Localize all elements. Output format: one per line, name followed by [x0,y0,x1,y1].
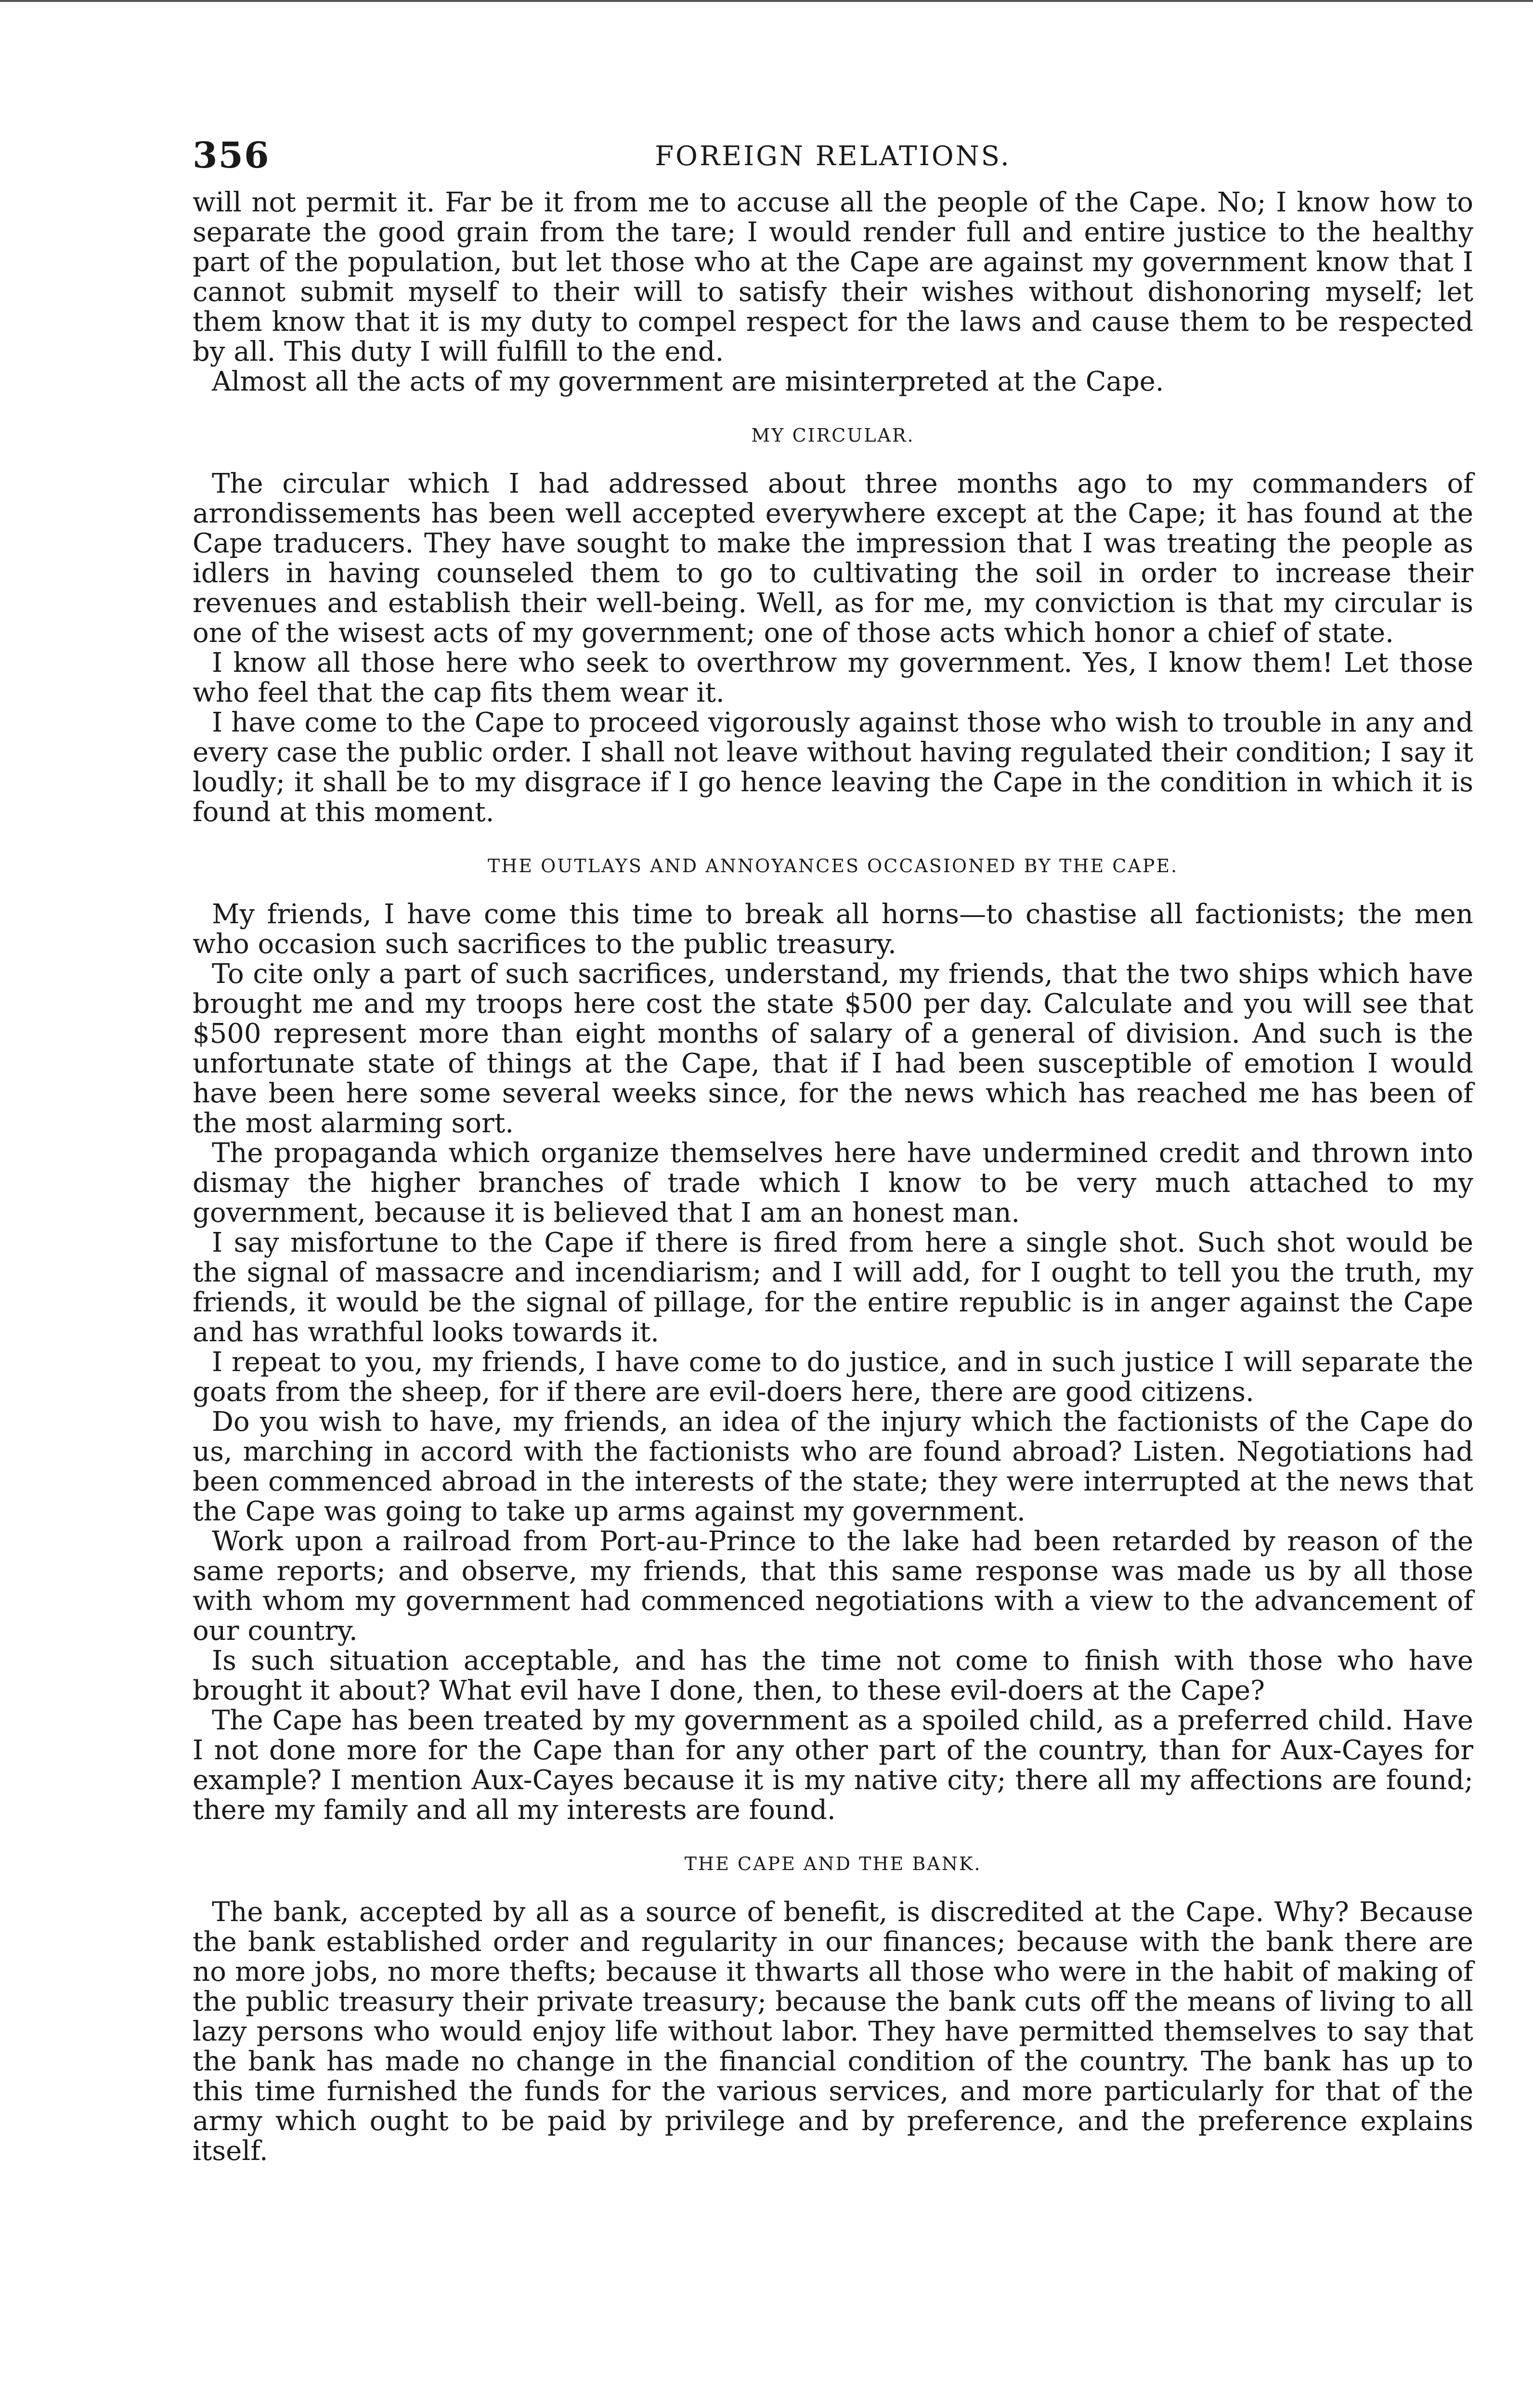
paragraph: I repeat to you, my friends, I have come to do justice, and in such justice I will separate the goats from the sheep, for if there are evil-doers here, there are good citizens. [193,1347,1473,1408]
section-my-circular [193,425,1473,827]
paragraph: The bank, accepted by all as a source of benefit, is discredited at the Cape. Why? Because the bank established order and regularity in our finances; because with the bank there are no more jobs, no more thefts; because it thwarts all those who were in the habit of making of the public treasury their private treasury; because the bank cuts off the means of living to all lazy persons who would enjoy life without labor. They have permitted themselves to say that the bank has made no change in the financial condition of the country. The bank has up to this time furnished the funds for the various services, and more particularly for that of the army which ought to be paid by privilege and by preference, and the preference explains itself. [193,1897,1473,2167]
section-cape-and-bank [193,1853,1473,2166]
intro-block [193,188,1473,397]
paragraph: Is such situation acceptable, and has the time not come to finish with those who have brought it about? What evil have I done, then, to these evil-doers at the Cape? [193,1645,1473,1706]
section-heading: THE OUTLAYS AND ANNOYANCES OCCASIONED BY THE CAPE. [487,855,1179,877]
paragraph: My friends, I have come this time to break all horns—to chastise all factionists; the men who occasion such sacrifices to the public treasury. [193,899,1473,960]
paragraph: Do you wish to have, my friends, an idea of the injury which the factionists of the Cape do us, marching in accord with the factionists who are found abroad? Listen. Negotiations had been commenced abroad in the interests of the state; they were interrupted at the news that the Cape was going to take up arms against my government. [193,1406,1473,1527]
paragraph: I know all those here who seek to overthrow my government. Yes, I know them! Let those who feel that the cap fits them wear it. [193,647,1473,708]
paragraph: will not permit it. Far be it from me to accuse all the people of the Cape. No; I know how to separate the good grain from the tare; I would render full and entire justice to the healthy part of the population, but let those who at the Cape are against my government know that I cannot submit myself to their will to satisfy their wishes without dishonoring myself; let them know that it is my duty to compel respect for the laws and cause them to be respected by all. This duty I will fulfill to the end. [193,187,1473,367]
page-number: 356 [193,135,270,176]
running-head: FOREIGN RELATIONS. [655,141,1011,172]
section-heading: THE CAPE AND THE BANK. [684,1853,982,1874]
paragraph: Work upon a railroad from Port-au-Prince to the lake had been retarded by reason of the same reports; and observe, my friends, that this same response was made us by all those with whom my government had commenced negotiations with a view to the advancement of our country. [193,1526,1473,1647]
paragraph: I have come to the Cape to proceed vigorously against those who wish to trouble in any and every case the public order. I shall not leave without having regulated their condition; I say it loudly; it shall be to my disgrace if I go hence leaving the Cape in the condition in which it is found at this moment. [193,707,1473,828]
paragraph: The circular which I had addressed about three months ago to my commanders of arrondissements has been well accepted everywhere except at the Cape; it has found at the Cape traducers. They have sought to make the impression that I was treating the people as idlers in having counseled them to go to cultivating the soil in order to increase their revenues and establish their well-being. Well, as for me, my conviction is that my circular is one of the wisest acts of my government; one of those acts which honor a chief of state. [193,468,1473,649]
paragraph: Almost all the acts of my government are misinterpreted at the Cape. [212,366,1164,397]
paragraph: The propaganda which organize themselves here have undermined credit and thrown into dismay the higher branches of trade which I know to be very much attached to my government, because it is believed that I am an honest man. [193,1138,1473,1229]
document-page [193,130,1473,2166]
paragraph: To cite only a part of such sacrifices, understand, my friends, that the two ships which have brought me and my troops here cost the state $500 per day. Calculate and you will see that $500 represent more than eight months of salary of a general of division. And such is the unfortunate state of things at the Cape, that if I had been susceptible of emotion I would have been here some several weeks since, for the news which has reached me has been of the most alarming sort. [193,958,1473,1139]
section-outlays-and-annoyances [193,855,1473,1825]
paragraph: I say misfortune to the Cape if there is fired from here a single shot. Such shot would be the signal of massacre and incendiarism; and I will add, for I ought to tell you the truth, my friends, it would be the signal of pillage, for the entire republic is in anger against the Cape and has wrathful looks towards it. [193,1227,1473,1348]
paragraph: The Cape has been treated by my government as a spoiled child, as a preferred child. Have I not done more for the Cape than for any other part of the country, than for Aux-Cayes for example? I mention Aux-Cayes because it is my native city; there all my affections are found; there my family and all my interests are found. [193,1705,1473,1826]
section-heading: MY CIRCULAR. [751,425,915,446]
top-border-rule [0,0,1533,2]
page-header [193,130,1473,188]
